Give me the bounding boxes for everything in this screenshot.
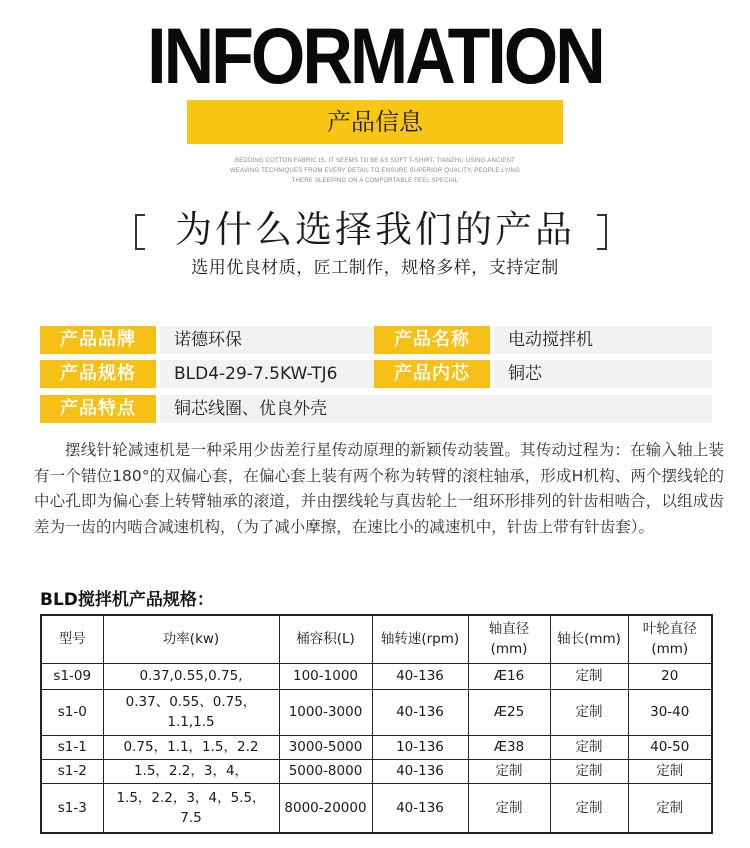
table-cell: 定制 bbox=[550, 735, 628, 759]
header-cell: 功率(kw) bbox=[103, 615, 279, 663]
why-choose-subtitle: 选用优良材质，匠工制作，规格多样，支持定制 bbox=[191, 258, 559, 278]
product-description: 摆线针轮减速机是一种采用少齿差行星传动原理的新颖传动装置。其传动过程为：在输入轴上装有一个错位180°的双偏心套，在偏心套上装有两个称为转臂的滚柱轴承，形成H机构、两个摆线轮的中心孔即为偏心套上转臂轴承的滚道，并由摆线轮与真齿轮上一组环形排列的针齿相啮合，以组成齿差为一齿的内啮合减速机构，（为了减小摩擦，在速比小的减速机中，针齿上带有针齿套）。 bbox=[34, 441, 724, 536]
model-label: 产品规格 bbox=[40, 360, 156, 388]
spec-table-title: BLD搅拌机产品规格： bbox=[40, 590, 214, 610]
fine-print-line: BEDDING COTTON FABRIC IS, IT SEEMS TO BE AS SOFT T-SHIRT, TIANZHU USING ANCIENT bbox=[235, 158, 515, 164]
table-cell: 40-136 bbox=[372, 689, 468, 735]
table-cell: 1.5，2.2，3，4，5.5， 7.5 bbox=[103, 783, 279, 833]
table-row bbox=[41, 689, 712, 735]
brand-value: 诺德环保 bbox=[174, 330, 242, 350]
model-value: BLD4-29-7.5KW-TJ6 bbox=[174, 364, 338, 384]
table-cell: 定制 bbox=[628, 783, 712, 833]
table-cell: 10-136 bbox=[372, 735, 468, 759]
table-cell: Æ25 bbox=[468, 689, 550, 735]
table-cell: s1-3 bbox=[41, 783, 103, 833]
spec-row-model-core bbox=[40, 360, 712, 388]
table-cell: 40-136 bbox=[372, 663, 468, 689]
header-cell: 轴转速(rpm) bbox=[372, 615, 468, 663]
header-cell: 叶轮直径 (mm) bbox=[628, 615, 712, 663]
header-cell: 轴直径 (mm) bbox=[468, 615, 550, 663]
table-cell: 1000-3000 bbox=[279, 689, 372, 735]
table-cell: 5000-8000 bbox=[279, 759, 372, 783]
spec-row-feature bbox=[40, 395, 712, 423]
feature-value: 铜芯线圈、优良外壳 bbox=[174, 399, 327, 419]
table-row bbox=[41, 663, 712, 689]
table-cell: s1-1 bbox=[41, 735, 103, 759]
core-value: 铜芯 bbox=[508, 364, 542, 384]
why-choose-title: 为什么选择我们的产品 bbox=[175, 208, 575, 251]
table-cell: 40-136 bbox=[372, 759, 468, 783]
table-cell: s1-0 bbox=[41, 689, 103, 735]
brand-label: 产品品牌 bbox=[40, 326, 156, 354]
core-label: 产品内芯 bbox=[374, 360, 490, 388]
name-label: 产品名称 bbox=[374, 326, 490, 354]
header-cell: 型号 bbox=[41, 615, 103, 663]
table-cell: Æ16 bbox=[468, 663, 550, 689]
table-cell: 0.75，1.1，1.5，2.2 bbox=[103, 735, 279, 759]
table-cell: 0.37、0.55、0.75， 1.1,1.5 bbox=[103, 689, 279, 735]
table-cell: 40-50 bbox=[628, 735, 712, 759]
info-title: INFORMATION bbox=[147, 12, 603, 100]
table-cell: 8000-20000 bbox=[279, 783, 372, 833]
table-cell: 定制 bbox=[468, 783, 550, 833]
table-cell: 定制 bbox=[468, 759, 550, 783]
table-cell: 100-1000 bbox=[279, 663, 372, 689]
table-cell: 定制 bbox=[550, 759, 628, 783]
table-cell: 定制 bbox=[550, 689, 628, 735]
feature-label: 产品特点 bbox=[40, 395, 156, 423]
table-row bbox=[41, 759, 712, 783]
header-cell: 桶容积(L) bbox=[279, 615, 372, 663]
table-cell: 定制 bbox=[550, 783, 628, 833]
table-cell: 定制 bbox=[628, 759, 712, 783]
why-choose-section bbox=[0, 200, 750, 290]
header-cell: 轴长(mm) bbox=[550, 615, 628, 663]
table-cell: s1-09 bbox=[41, 663, 103, 689]
table-header-row bbox=[41, 615, 712, 663]
table-row bbox=[41, 735, 712, 759]
product-info-banner: 产品信息 bbox=[187, 100, 563, 144]
table-cell: 1.5，2.2，3，4， bbox=[103, 759, 279, 783]
table-cell: 20 bbox=[628, 663, 712, 689]
fine-print-text bbox=[0, 156, 750, 186]
spec-row-brand-name bbox=[40, 326, 712, 354]
table-cell: 40-136 bbox=[372, 783, 468, 833]
table-cell: 0.37,0.55,0.75, bbox=[103, 663, 279, 689]
table-row bbox=[41, 783, 712, 833]
table-cell: 30-40 bbox=[628, 689, 712, 735]
fine-print-line: WEAVING TECHNIQUES FROM EVERY DETAIL TO ENSURE SUPERIOR QUALITY, PEOPLE LYING bbox=[230, 168, 520, 174]
table-cell: Æ38 bbox=[468, 735, 550, 759]
table-cell: 定制 bbox=[550, 663, 628, 689]
table-cell: 3000-5000 bbox=[279, 735, 372, 759]
spec-table bbox=[40, 614, 713, 834]
name-value: 电动搅拌机 bbox=[508, 330, 593, 350]
fine-print-line: THERE SLEEPING ON A COMFORTABLE FEEL SPECIAL bbox=[291, 178, 459, 184]
table-cell: s1-2 bbox=[41, 759, 103, 783]
